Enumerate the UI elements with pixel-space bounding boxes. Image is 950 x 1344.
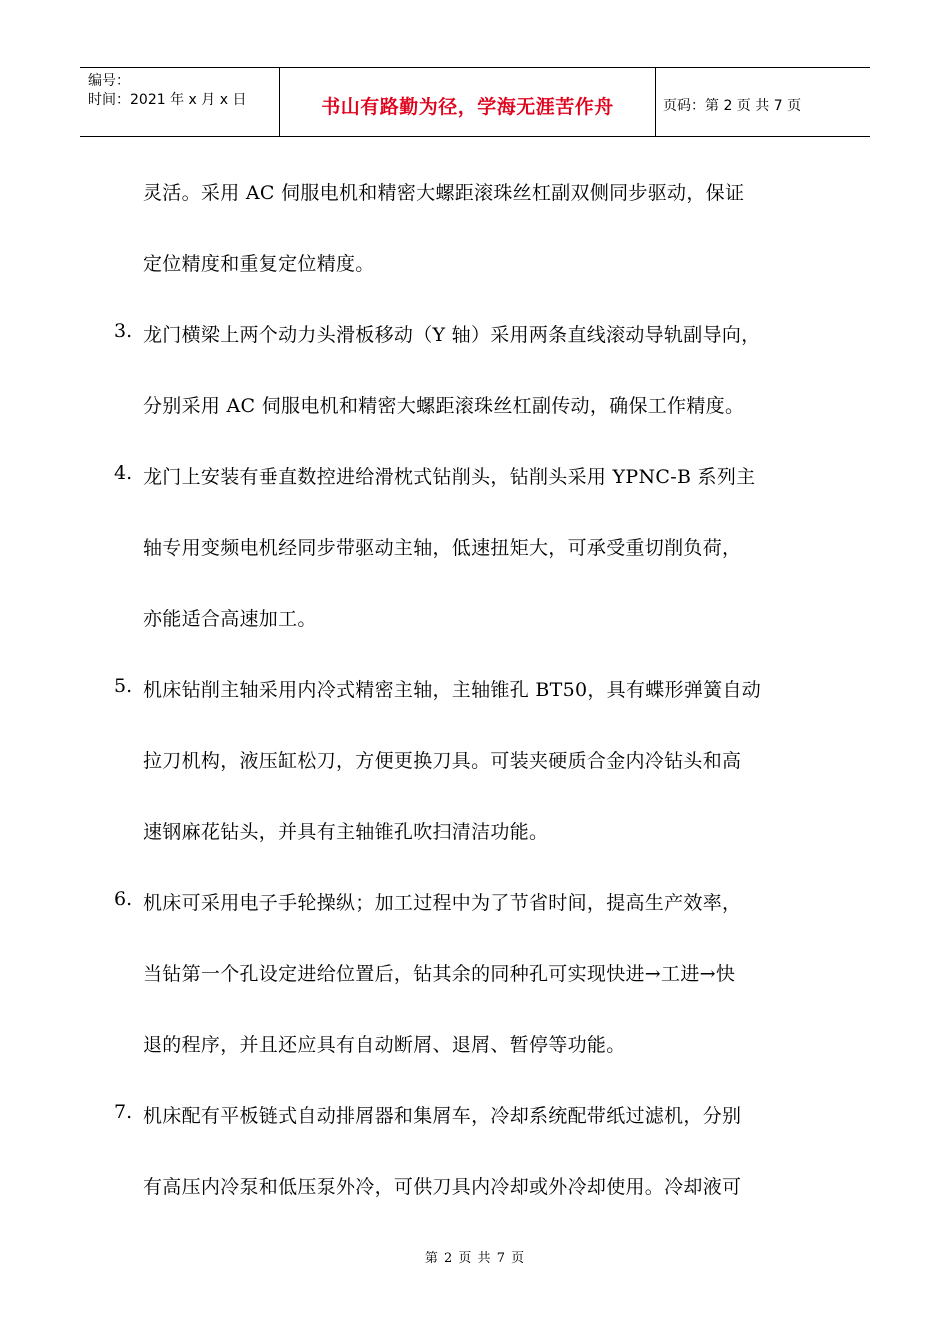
header-meta-cell	[80, 68, 280, 136]
paragraph-line: 机床配有平板链式自动排屑器和集屑车，冷却系统配带纸过滤机，分别	[143, 1105, 742, 1127]
paragraph-line: 龙门上安装有垂直数控进给滑枕式钻削头，钻削头采用 YPNC-B 系列主	[143, 466, 756, 488]
list-item-number: 6.	[114, 888, 133, 910]
paragraph-line: 亦能适合高速加工。	[143, 608, 317, 630]
paragraph-line: 定位精度和重复定位精度。	[143, 253, 375, 275]
list-item-number: 4.	[114, 462, 133, 484]
document-header	[80, 67, 870, 137]
document-date-label: 时间：2021 年 x 月 x 日	[88, 92, 247, 108]
paragraph-line: 退的程序，并且还应具有自动断屑、退屑、暂停等功能。	[143, 1034, 626, 1056]
paragraph-line: 灵活。采用 AC 伺服电机和精密大螺距滚珠丝杠副双侧同步驱动，保证	[143, 182, 745, 204]
paragraph-line: 有高压内冷泵和低压泵外冷，可供刀具内冷却或外冷却使用。冷却液可	[143, 1176, 742, 1198]
paragraph-line: 当钻第一个孔设定进给位置后，钻其余的同种孔可实现快进→工进→快	[143, 963, 736, 985]
paragraph-line: 轴专用变频电机经同步带驱动主轴，低速扭矩大，可承受重切削负荷，	[143, 537, 742, 559]
paragraph-line: 速钢麻花钻头，并具有主轴锥孔吹扫清洁功能。	[143, 821, 549, 843]
header-page-cell	[656, 68, 870, 136]
header-page-info: 页码：第 2 页 共 7 页	[663, 98, 802, 114]
page-footer	[0, 1247, 950, 1266]
paragraph-line: 分别采用 AC 伺服电机和精密大螺距滚珠丝杠副传动，确保工作精度。	[143, 395, 745, 417]
footer-page-number: 第 2 页 共 7 页	[424, 1251, 526, 1266]
list-item-number: 7.	[114, 1101, 133, 1123]
header-motto: 书山有路勤为径，学海无涯苦作舟	[321, 95, 614, 118]
paragraph-line: 机床可采用电子手轮操纵；加工过程中为了节省时间，提高生产效率，	[143, 892, 742, 914]
paragraph-line: 机床钻削主轴采用内冷式精密主轴，主轴锥孔 BT50，具有蝶形弹簧自动	[143, 679, 762, 701]
document-number-label: 编号：	[88, 73, 130, 89]
paragraph-line: 龙门横梁上两个动力头滑板移动（Y 轴）采用两条直线滚动导轨副导向，	[143, 324, 761, 346]
paragraph-line: 拉刀机构，液压缸松刀，方便更换刀具。可装夹硬质合金内冷钻头和高	[143, 750, 742, 772]
list-item-number: 5.	[114, 675, 133, 697]
list-item-number: 3.	[114, 320, 133, 342]
header-motto-cell	[280, 68, 656, 136]
